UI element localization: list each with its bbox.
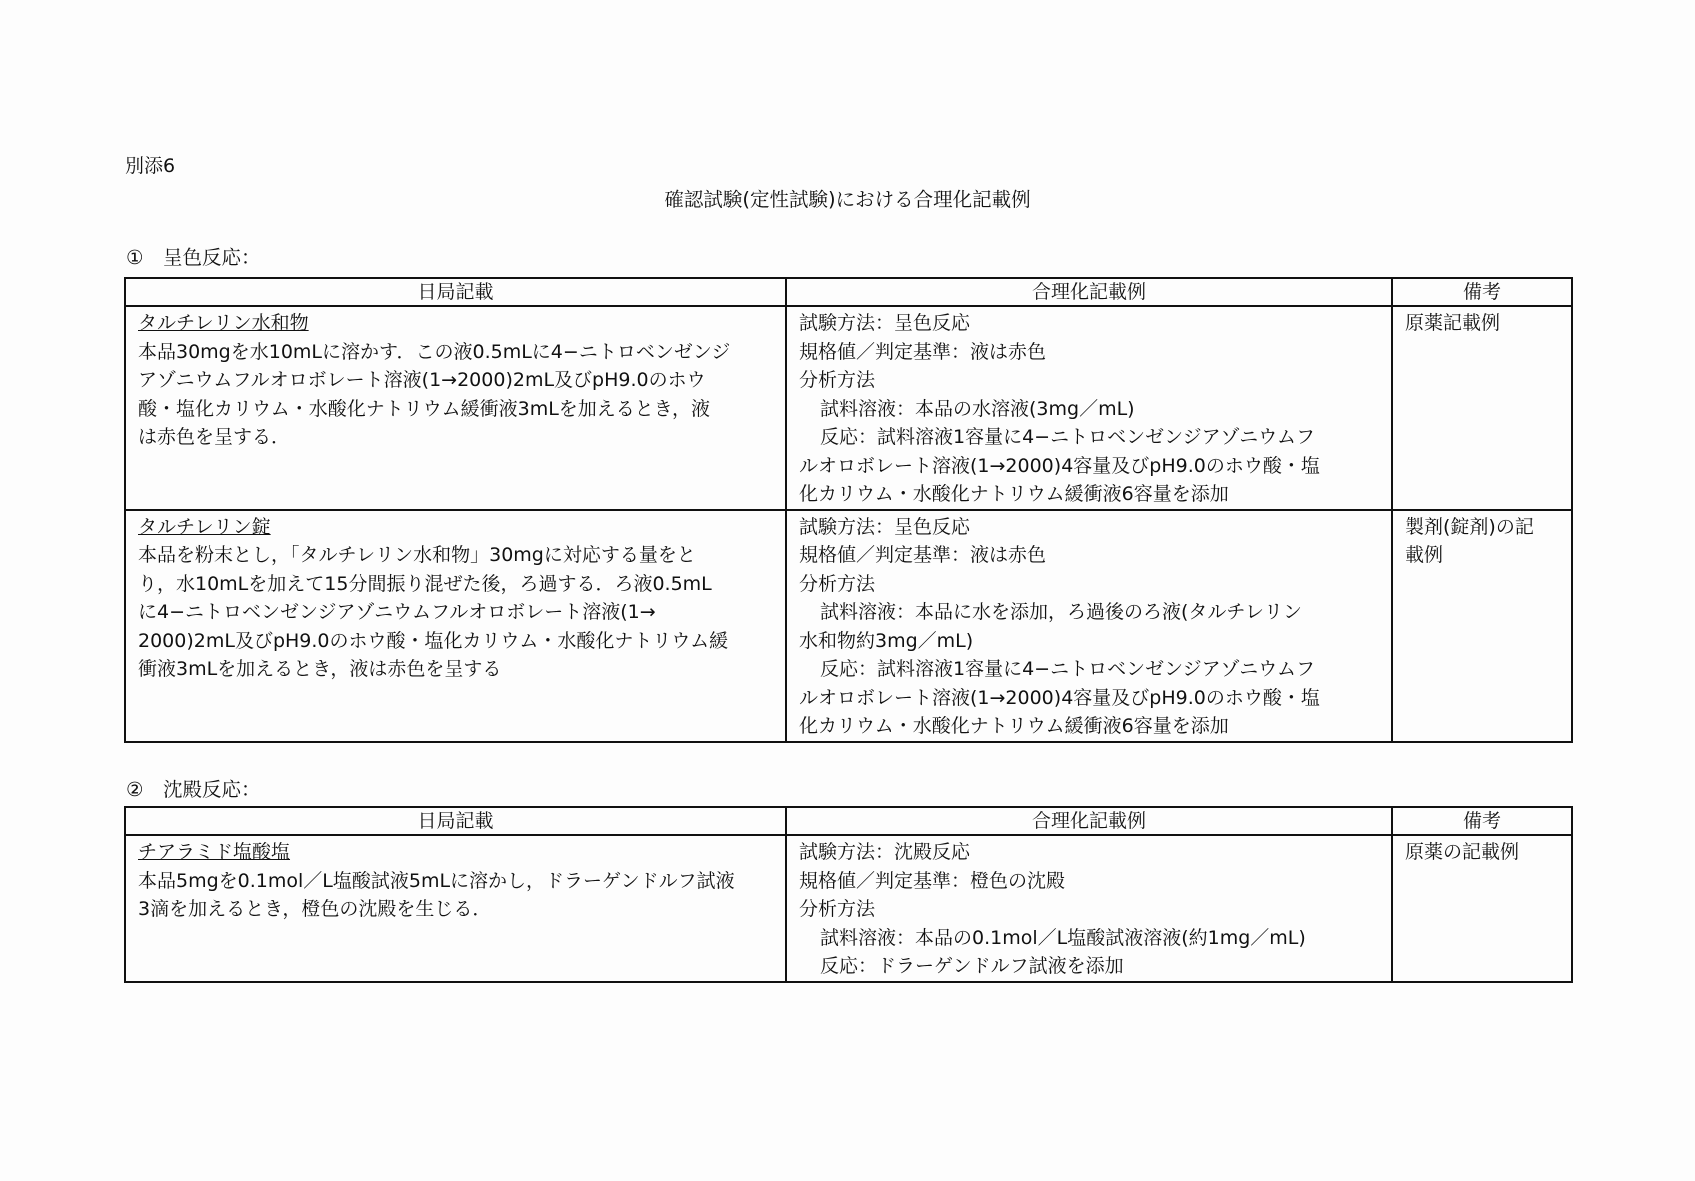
sample-solution-cont: 水和物約3mg／mL)	[799, 629, 974, 652]
comparison-table-precipitation-reaction	[124, 806, 1573, 983]
table-row	[125, 306, 1572, 510]
reaction-cont: 化カリウム・水酸化ナトリウム緩衝液6容量を添加	[799, 715, 1229, 737]
jp-text-line: アゾニウムフルオロボレート溶液(1→2000)2mL及びpH9.0のホウ	[138, 369, 706, 391]
document-title: 確認試験(定性試験)における合理化記載例	[664, 188, 1031, 211]
header-jp-description: 日局記載	[125, 278, 786, 306]
jp-description-cell	[125, 306, 786, 510]
table-row	[125, 835, 1572, 982]
jp-text-line: り，水10mLを加えて15分間振り混ぜた後，ろ過する．ろ液0.5mL	[138, 572, 712, 595]
test-method: 試験方法：呈色反応	[799, 515, 971, 538]
jp-description-cell	[125, 835, 786, 982]
jp-text-line: 本品を粉末とし，「タルチレリン水和物」30mgに対応する量をと	[138, 544, 696, 566]
criteria: 規格値／判定基準：液は赤色	[799, 544, 1047, 566]
sample-solution: 試料溶液：本品の0.1mol／L塩酸試液溶液(約1mg／mL)	[820, 926, 1306, 949]
jp-text-line: は赤色を呈する．	[138, 426, 291, 448]
jp-text-line: 本品5mgを0.1mol／L塩酸試液5mLに溶かし，ドラーゲンドルフ試液	[138, 869, 735, 892]
jp-text-line: 衝液3mLを加えるとき，液は赤色を呈する	[138, 658, 502, 680]
criteria: 規格値／判定基準：液は赤色	[799, 340, 1047, 363]
remarks-cell	[1392, 835, 1572, 982]
header-rationalized-example: 合理化記載例	[786, 807, 1392, 835]
attachment-label: 別添6	[125, 155, 176, 177]
reaction-cont: ルオロボレート溶液(1→2000)4容量及びpH9.0のホウ酸・塩	[799, 686, 1320, 709]
jp-text-line: に4−ニトロベンゼンジアゾニウムフルオロボレート溶液(1→	[138, 601, 656, 623]
remarks-text: 載例	[1405, 544, 1444, 566]
header-remarks: 備考	[1392, 807, 1572, 835]
remarks-text: 原薬記載例	[1405, 312, 1501, 334]
table-header-row	[125, 807, 1572, 835]
reaction-cont: ルオロボレート溶液(1→2000)4容量及びpH9.0のホウ酸・塩	[799, 454, 1320, 477]
jp-text-line: 2000)2mL及びpH9.0のホウ酸・塩化カリウム・水酸化ナトリウム緩	[138, 629, 729, 652]
reaction: 反応：試料溶液1容量に4−ニトロベンゼンジアゾニウムフ	[820, 658, 1316, 680]
drug-name: タルチレリン錠	[138, 515, 271, 538]
section-label-color-reaction: ① 呈色反応：	[126, 246, 261, 269]
analysis-heading: 分析方法	[799, 369, 876, 391]
section-label-precipitation-reaction: ② 沈殿反応：	[126, 778, 261, 801]
jp-description-cell	[125, 510, 786, 742]
table-row	[125, 510, 1572, 742]
reaction: 反応：試料溶液1容量に4−ニトロベンゼンジアゾニウムフ	[820, 426, 1316, 448]
remarks-text: 製剤(錠剤)の記	[1405, 515, 1534, 538]
sample-solution: 試料溶液：本品に水を添加，ろ過後のろ液(タルチレリン	[820, 601, 1303, 623]
reaction-cont: 化カリウム・水酸化ナトリウム緩衝液6容量を添加	[799, 483, 1229, 505]
rationalized-cell	[786, 510, 1392, 742]
jp-text-line: 3滴を加えるとき，橙色の沈殿を生じる．	[138, 898, 492, 920]
remarks-cell	[1392, 306, 1572, 510]
jp-text-line: 酸・塩化カリウム・水酸化ナトリウム緩衝液3mLを加えるとき，液	[138, 397, 711, 420]
reaction: 反応：ドラーゲンドルフ試液を添加	[820, 955, 1124, 977]
header-rationalized-example: 合理化記載例	[786, 278, 1392, 306]
analysis-heading: 分析方法	[799, 898, 876, 920]
test-method: 試験方法：沈殿反応	[799, 841, 971, 863]
remarks-cell	[1392, 510, 1572, 742]
analysis-heading: 分析方法	[799, 572, 876, 595]
header-remarks: 備考	[1392, 278, 1572, 306]
drug-name: タルチレリン水和物	[138, 312, 309, 334]
rationalized-cell	[786, 835, 1392, 982]
remarks-text: 原薬の記載例	[1405, 841, 1520, 863]
jp-text-line: 本品30mgを水10mLに溶かす．この液0.5mLに4−ニトロベンゼンジ	[138, 340, 731, 363]
comparison-table-color-reaction	[124, 277, 1573, 743]
drug-name: チアラミド塩酸塩	[138, 841, 291, 863]
rationalized-cell	[786, 306, 1392, 510]
test-method: 試験方法：呈色反応	[799, 312, 971, 334]
sample-solution: 試料溶液：本品の水溶液(3mg／mL)	[820, 397, 1135, 420]
criteria: 規格値／判定基準：橙色の沈殿	[799, 869, 1066, 892]
table-header-row	[125, 278, 1572, 306]
header-jp-description: 日局記載	[125, 807, 786, 835]
